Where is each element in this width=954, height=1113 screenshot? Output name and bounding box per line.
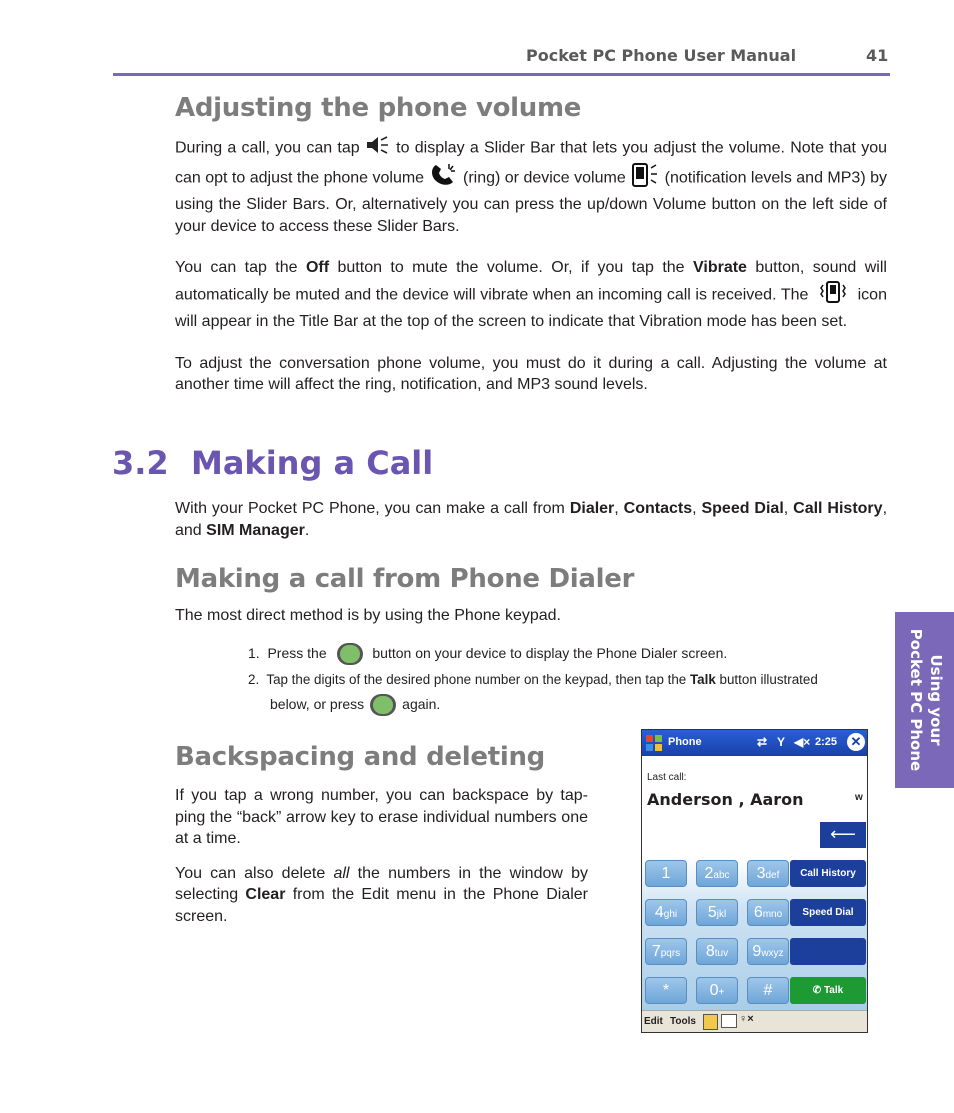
dialer-intro: The most direct method is by using the Phone keypad. bbox=[175, 607, 561, 624]
keypad-key[interactable]: # bbox=[747, 977, 789, 1004]
keypad-key[interactable]: 9wxyz bbox=[747, 938, 789, 965]
phone-title-bar bbox=[642, 730, 867, 756]
backspace-heading: Backspacing and deleting bbox=[175, 742, 545, 772]
keypad-key[interactable]: 6mno bbox=[747, 899, 789, 926]
connectivity-icon[interactable]: ⇄ bbox=[757, 735, 768, 749]
volume-paragraph-3: To adjust the conversation phone volume, you must do it during a call. Adjusting the volume at another time will affect the ring, notification, and MP3 sound levels. bbox=[175, 354, 887, 393]
speaker-icon bbox=[365, 135, 391, 162]
call-history-button[interactable]: Call History bbox=[790, 860, 866, 887]
volume-muted-icon[interactable]: ◀× bbox=[794, 735, 811, 749]
backspace-paragraph-1: If you tap a wrong number, you can backspace by tap-ping the “back” arrow key to erase individual numbers one at a time. bbox=[175, 787, 588, 847]
side-tab-line1: Using your bbox=[927, 654, 945, 746]
call-button-icon bbox=[370, 694, 396, 716]
phone-dialer-screenshot bbox=[641, 729, 868, 1033]
phone-content bbox=[642, 756, 867, 1010]
talk-button[interactable] bbox=[790, 977, 866, 1004]
close-icon[interactable]: ✕ bbox=[847, 733, 865, 751]
backspace-paragraph-2: You can also delete all the numbers in the window by selecting Clear from the Edit menu in the Phone Dialer screen. bbox=[175, 864, 589, 925]
menu-edit[interactable]: Edit bbox=[644, 1016, 663, 1027]
chapter-side-tab bbox=[895, 612, 954, 788]
menu-tools[interactable]: Tools bbox=[670, 1016, 696, 1027]
keyboard-icon[interactable] bbox=[721, 1014, 737, 1028]
signal-icon[interactable]: Y bbox=[777, 735, 786, 749]
volume-paragraph-2: You can tap the Off button to mute the volume. Or, if you tap the Vibrate button, sound will automatically be muted and the device will vibrate when an incoming call is received. The icon will appear in the Title Bar at the top of the screen to indicate that Vibration mode has been set. bbox=[175, 259, 887, 330]
section-title bbox=[112, 444, 433, 482]
dialer-heading: Making a call from Phone Dialer bbox=[175, 564, 635, 594]
vibrate-icon bbox=[819, 279, 847, 312]
last-call-type: w bbox=[855, 792, 863, 803]
phone-ring-icon bbox=[429, 162, 459, 195]
volume-body bbox=[175, 135, 887, 396]
volume-paragraph-1: During a call, you can tap to display a Slider Bar that lets you adjust the volume. Note that you can opt to adjust the phone volume (ring) or device volume (notification levels and MP3) by using the Slider Bars. Or, alternatively you can press the up/down Volume button on the left side of your device to access these Slider Bars. bbox=[175, 135, 887, 237]
keypad-key[interactable]: 4ghi bbox=[645, 899, 687, 926]
keypad-key[interactable]: 7pqrs bbox=[645, 938, 687, 965]
keypad-key[interactable]: 2abc bbox=[696, 860, 738, 887]
page-number: 41 bbox=[866, 46, 889, 65]
notes-icon[interactable] bbox=[703, 1014, 718, 1030]
keypad-key[interactable]: 5jkl bbox=[696, 899, 738, 926]
device-volume-icon bbox=[630, 162, 660, 195]
last-call-name: Anderson , Aaron bbox=[647, 790, 804, 809]
backspace-body bbox=[175, 785, 588, 927]
keypad-key[interactable]: 0+ bbox=[696, 977, 738, 1004]
talk-label: Talk bbox=[823, 985, 844, 996]
windows-start-icon[interactable] bbox=[645, 734, 663, 755]
call-button-icon bbox=[337, 643, 363, 665]
phone-handset-icon: ✆ bbox=[812, 985, 822, 996]
backspace-button[interactable]: ⟵ bbox=[820, 822, 866, 848]
step-1: 1. Press the button on your device to display the Phone Dialer screen. bbox=[248, 641, 888, 665]
last-call-label: Last call: bbox=[647, 772, 687, 783]
speed-dial-button[interactable]: Speed Dial bbox=[790, 899, 866, 926]
step-2: 2. Tap the digits of the desired phone number on the keypad, then tap the Talk button illustrated below, or press again. bbox=[248, 668, 888, 717]
microphone-icon[interactable]: ♀× bbox=[739, 1013, 754, 1025]
section-number: 3.2 bbox=[112, 444, 169, 482]
keypad-key[interactable]: 8tuv bbox=[696, 938, 738, 965]
phone-title: Phone bbox=[668, 736, 702, 748]
volume-heading: Adjusting the phone volume bbox=[175, 93, 582, 123]
keypad-key[interactable]: * bbox=[645, 977, 687, 1004]
clock[interactable]: 2:25 bbox=[815, 736, 838, 748]
blank-function-button[interactable] bbox=[790, 938, 866, 965]
section-name: Making a Call bbox=[190, 444, 434, 482]
keypad-key[interactable]: 3def bbox=[747, 860, 789, 887]
phone-menu-bar bbox=[642, 1010, 867, 1033]
header-rule bbox=[113, 73, 890, 76]
side-tab-line2: Pocket PC Phone bbox=[907, 628, 925, 772]
section-intro: With your Pocket PC Phone, you can make a call from Dialer, Contacts, Speed Dial, Call History, and SIM Manager. bbox=[175, 500, 888, 539]
keypad-key[interactable]: 1 bbox=[645, 860, 687, 887]
running-header-title: Pocket PC Phone User Manual bbox=[526, 46, 797, 65]
